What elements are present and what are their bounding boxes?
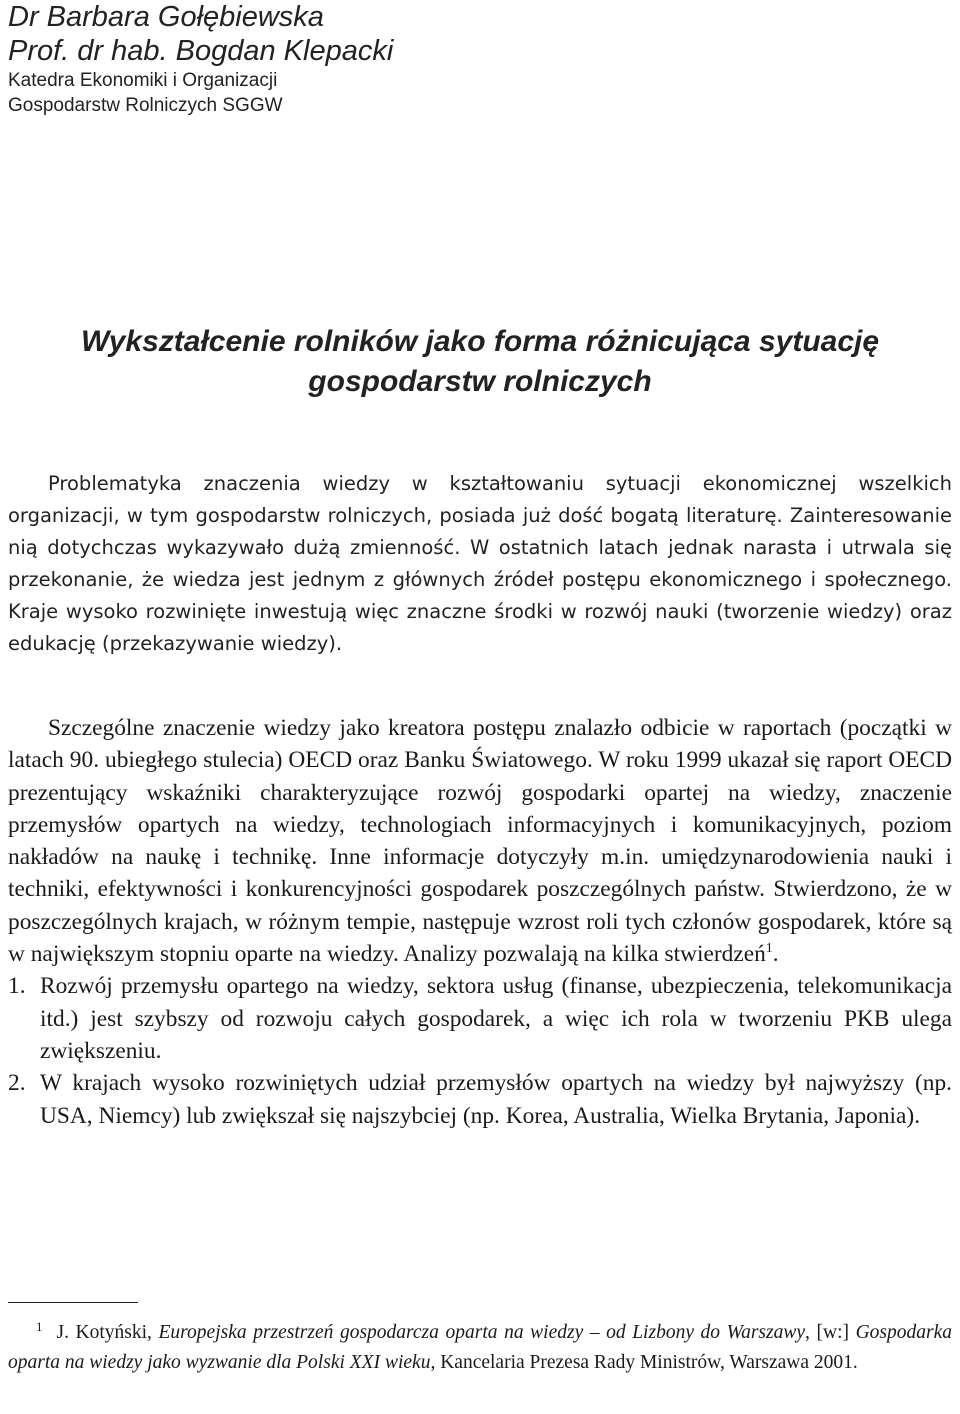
footnote	[8, 1318, 952, 1378]
paragraph: Problematyka znaczenia wiedzy w kształtowaniu sytuacji ekonomicznej wszelkich organizacji, w tym gospodarstw rolniczych, posiada już dość bogatą literaturę. Zainteresowanie nią dotychczas wykazywało dużą zmienność. W ostatnich latach jednak narasta i utrwala się przekonanie, że wiedza jest jednym z głównych źródeł postępu ekonomicznego i społecznego. Kraje wysoko rozwinięte inwestują więc znaczne środki w rozwój nauki (tworzenie wiedzy) oraz edukację (przekazywanie wiedzy).	[8, 472, 952, 655]
affiliation: Gospodarstw Rolniczych SGGW	[8, 95, 283, 116]
list-item-text: W krajach wysoko rozwiniętych udział przemysłów opartych na wiedzy był najwyższy (np. USA, Niemcy) lub zwiększał się najszybciej (np. Korea, Australia, Wielka Brytania, Japonia).	[40, 1070, 952, 1129]
footnote-separator-text: , [w:]	[805, 1322, 856, 1343]
numbered-list	[8, 970, 952, 1131]
footnote-publisher: , Kancelaria Prezesa Rady Ministrów, Warszawa 2001.	[430, 1352, 858, 1373]
paragraph-text: Szczególne znaczenie wiedzy jako kreatora postępu znalazło odbicie w raportach (początki w latach 90. ubiegłego stulecia) OECD oraz Banku Światowego. W roku 1999 ukazał się raport OECD prezentujący wskaźniki charakteryzujące rozwój gospodarki opartej na wiedzy, znaczenie przemysłów opartych na wiedzy, technologiach informacyjnych i komunikacyjnych, poziom nakładów na naukę i technikę. Inne informacje dotyczyły m.in. umiędzynarodowienia nauki i techniki, efektywności i konkurencyjności gospodarek poszczególnych państw. Stwierdzono, że w poszczególnych krajach, w różnym tempie, następuje wzrost roli tych członów gospodarek, które są w największym stopniu oparte na wiedzy. Analizy pozwalają na kilka stwierdzeń	[8, 715, 952, 968]
footnote-title: Europejska przestrzeń gospodarcza oparta na wiedzy – od Lizbony do Warszawy	[158, 1322, 806, 1343]
title-line: gospodarstw rolniczych	[308, 365, 652, 398]
title-line: Wykształcenie rolników jako forma różnicująca sytuację	[80, 325, 880, 358]
list-item	[8, 1067, 952, 1132]
footnote-book-title: Gospodarka oparta na wiedzy jako wyzwanie dla Polski XXI wieku	[8, 1322, 952, 1373]
footnote-separator	[8, 1302, 138, 1303]
list-item-text: Rozwój przemysłu opartego na wiedzy, sektora usług (finanse, ubezpieczenia, telekomunikacja itd.) jest szybszy od rozwoju całych gospodarek, a więc ich rola w tworzeniu PKB ulega zwiększeniu.	[40, 973, 952, 1064]
paragraph-end: .	[772, 941, 779, 968]
intro-paragraph	[8, 468, 952, 660]
author-name: Dr Barbara Gołębiewska	[8, 1, 324, 33]
list-number: 1.	[8, 973, 26, 1000]
footnote-author: J. Kotyński,	[56, 1322, 159, 1343]
list-number: 2.	[8, 1070, 26, 1097]
footnote-reference[interactable]: 1	[765, 941, 773, 957]
list-item	[8, 970, 952, 1067]
affiliation: Katedra Ekonomiki i Organizacji	[8, 70, 278, 91]
author-block	[8, 0, 393, 118]
footnote-mark: 1	[36, 1318, 43, 1334]
paragraph	[8, 712, 952, 970]
footnote-text	[8, 1318, 952, 1378]
body-text	[8, 712, 952, 1132]
author-name: Prof. dr hab. Bogdan Klepacki	[8, 35, 394, 67]
article-title	[8, 322, 952, 402]
